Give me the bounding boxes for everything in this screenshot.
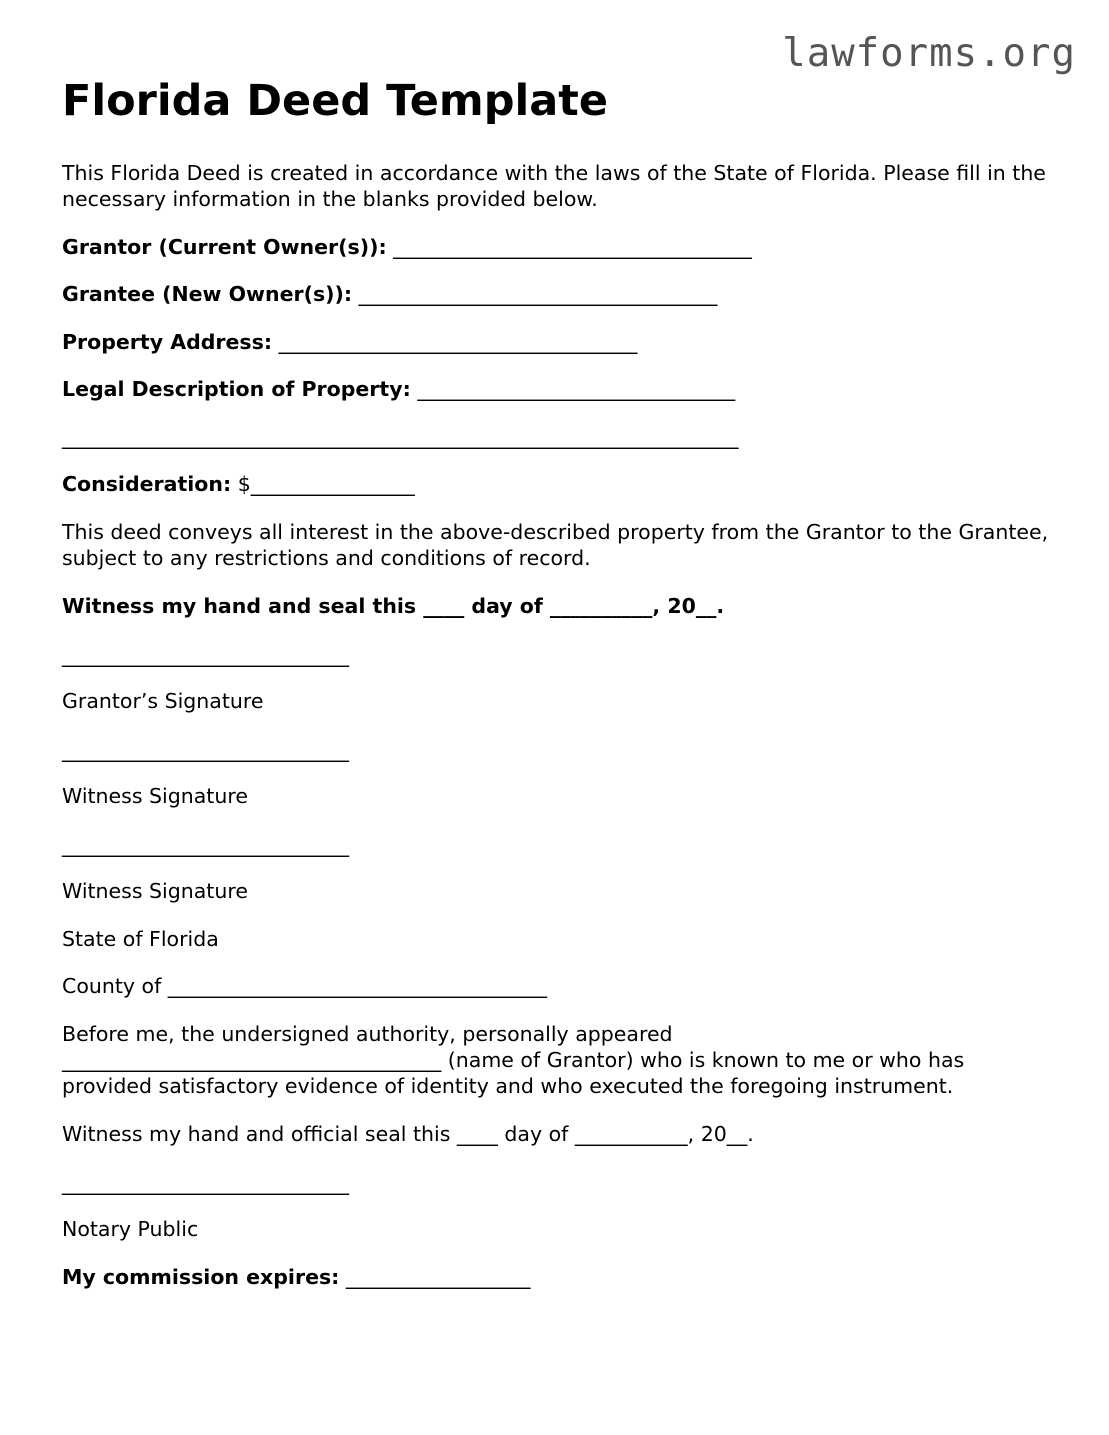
witness-signature-line-2[interactable]: ____________________________: [62, 833, 349, 857]
legal-description-continued-blank[interactable]: __________________________________________________________________: [62, 425, 739, 449]
consideration-label: Consideration:: [62, 472, 232, 496]
commission-expires-blank[interactable]: __________________: [345, 1265, 531, 1289]
notary-statement: Before me, the undersigned authority, personally appeared _____________________________________ (name of Grantor) who is known to me or who has provided satisfactory evidence of identity and who executed the foregoing instrument.: [62, 1022, 965, 1098]
grantee-field: [62, 281, 717, 307]
notary-county-field[interactable]: County of _____________________________________: [62, 974, 548, 998]
intro-paragraph: This Florida Deed is created in accordance with the laws of the State of Florida. Please fill in the necessary information in the blanks provided below.: [62, 161, 1046, 211]
grantor-label: Grantor (Current Owner(s)):: [62, 235, 387, 259]
brand-logo-text: lawforms.org: [782, 31, 1076, 76]
legal-description-field: [62, 376, 735, 402]
property-address-label: Property Address:: [62, 330, 273, 354]
notary-state: State of Florida: [62, 927, 219, 951]
witness-signature-label-2: Witness Signature: [62, 879, 248, 903]
grantee-blank[interactable]: ___________________________________: [358, 282, 718, 306]
notary-signature-label: Notary Public: [62, 1217, 199, 1241]
commission-expires-field: [62, 1264, 530, 1290]
property-address-blank[interactable]: ___________________________________: [278, 330, 638, 354]
legal-description-label: Legal Description of Property:: [62, 377, 411, 401]
witness-signature-line-1[interactable]: ____________________________: [62, 738, 349, 762]
grantee-label: Grantee (New Owner(s)):: [62, 282, 353, 306]
grantor-blank[interactable]: ___________________________________: [393, 235, 752, 259]
witness-signature-label-1: Witness Signature: [62, 784, 248, 808]
legal-description-blank[interactable]: _______________________________: [417, 377, 736, 401]
consideration-blank[interactable]: $________________: [237, 472, 415, 496]
grantor-signature-label: Grantor’s Signature: [62, 689, 264, 713]
page-title: Florida Deed Template: [62, 76, 608, 126]
grantor-signature-line[interactable]: ____________________________: [62, 643, 349, 667]
notary-official-seal-line: Witness my hand and official seal this ____ day of ___________, 20__.: [62, 1122, 754, 1146]
commission-expires-label: My commission expires:: [62, 1265, 340, 1289]
conveyance-paragraph: This deed conveys all interest in the above-described property from the Grantor to the Grantee, subject to any restrictions and conditions of record.: [62, 520, 1049, 570]
property-address-field: [62, 329, 637, 355]
grantor-field: [62, 234, 752, 260]
witness-hand-seal-line: Witness my hand and seal this ____ day of __________, 20__.: [62, 594, 725, 618]
consideration-field: [62, 471, 415, 497]
notary-signature-line[interactable]: ____________________________: [62, 1171, 349, 1195]
